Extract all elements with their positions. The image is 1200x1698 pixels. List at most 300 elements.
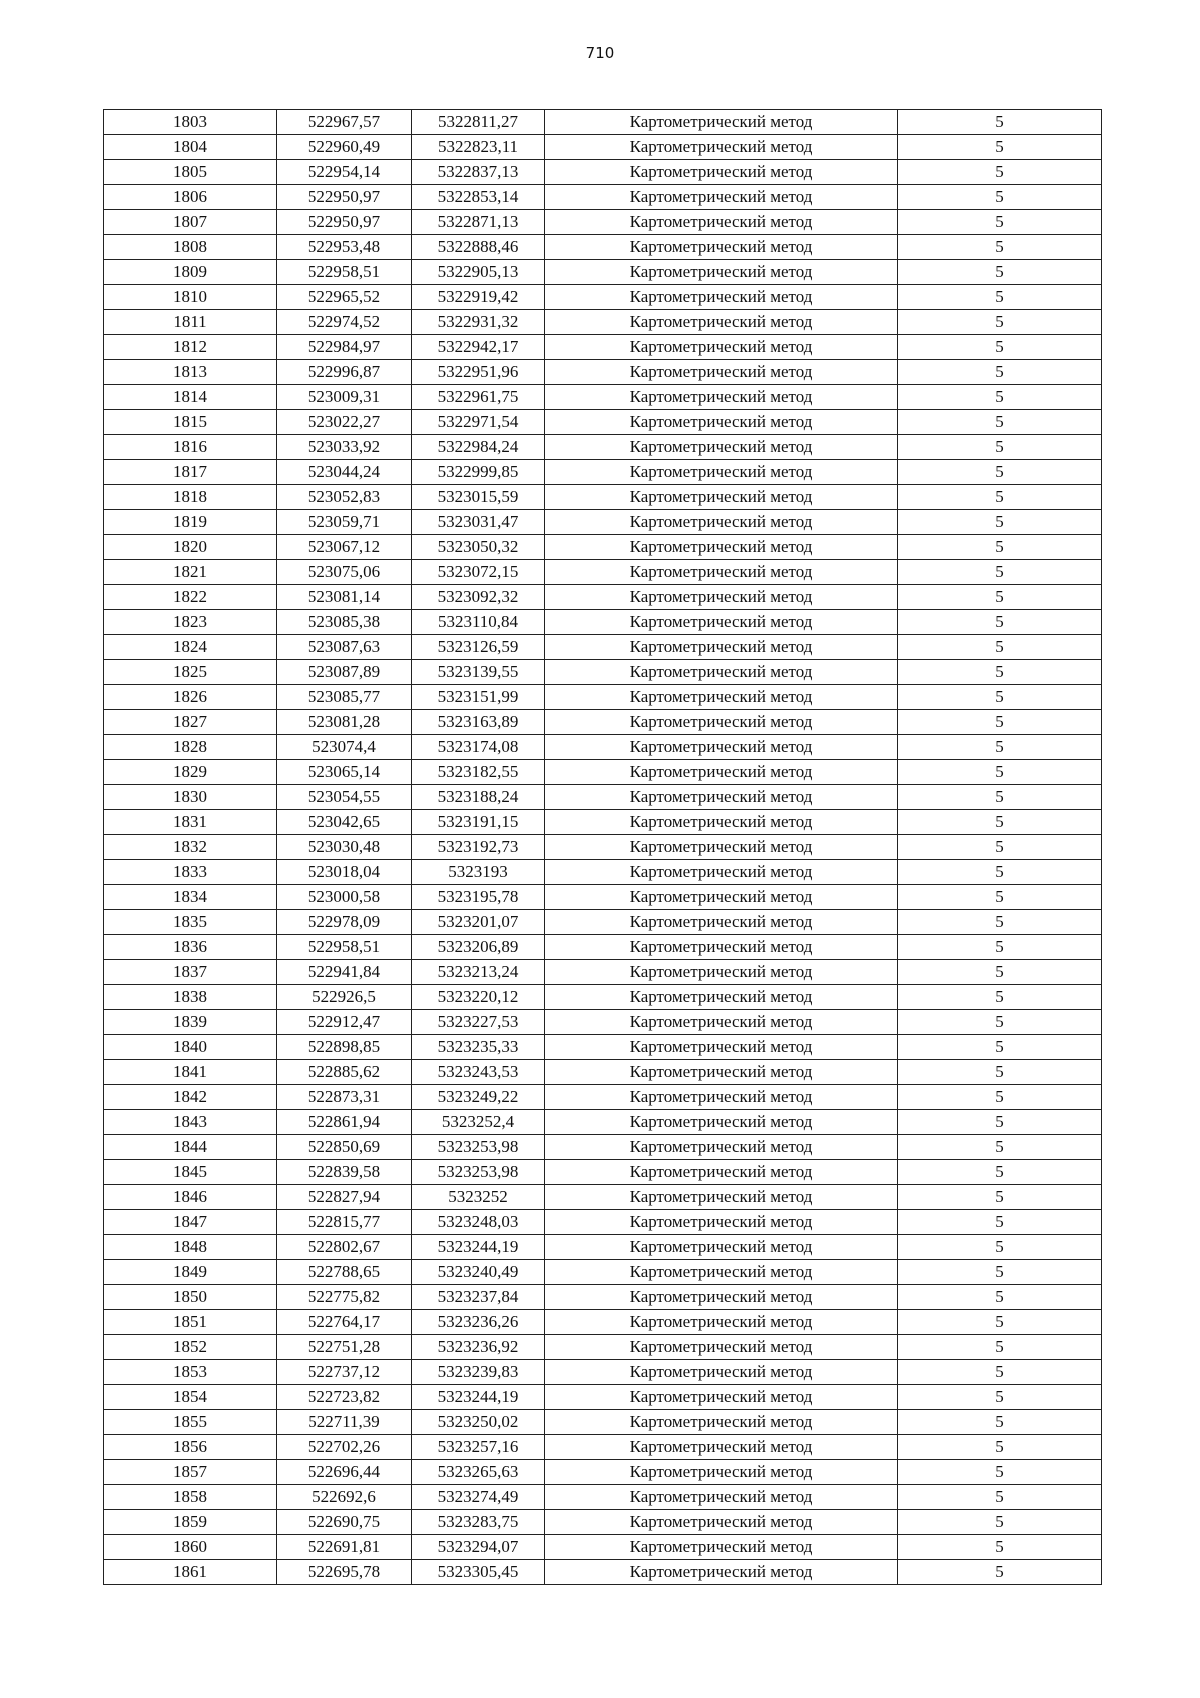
y-coordinate-cell: 5323220,12 [412, 985, 545, 1010]
method-cell: Картометрический метод [545, 610, 898, 635]
x-coordinate-cell: 522702,26 [277, 1435, 412, 1460]
accuracy-cell: 5 [898, 685, 1102, 710]
y-coordinate-cell: 5323193 [412, 860, 545, 885]
accuracy-cell: 5 [898, 260, 1102, 285]
x-coordinate-cell: 522958,51 [277, 935, 412, 960]
x-coordinate-cell: 522695,78 [277, 1560, 412, 1585]
y-coordinate-cell: 5323236,26 [412, 1310, 545, 1335]
x-coordinate-cell: 523075,06 [277, 560, 412, 585]
y-coordinate-cell: 5323031,47 [412, 510, 545, 535]
accuracy-cell: 5 [898, 235, 1102, 260]
method-cell: Картометрический метод [545, 135, 898, 160]
method-cell: Картометрический метод [545, 410, 898, 435]
table-row [104, 1360, 1102, 1385]
method-cell: Картометрический метод [545, 660, 898, 685]
accuracy-cell: 5 [898, 135, 1102, 160]
y-coordinate-cell: 5323265,63 [412, 1460, 545, 1485]
y-coordinate-cell: 5323206,89 [412, 935, 545, 960]
method-cell: Картометрический метод [545, 685, 898, 710]
accuracy-cell: 5 [898, 960, 1102, 985]
method-cell: Картометрический метод [545, 860, 898, 885]
point-number-cell: 1813 [104, 360, 277, 385]
table-row [104, 1310, 1102, 1335]
accuracy-cell: 5 [898, 285, 1102, 310]
table-row [104, 1160, 1102, 1185]
method-cell: Картометрический метод [545, 735, 898, 760]
method-cell: Картометрический метод [545, 1385, 898, 1410]
accuracy-cell: 5 [898, 910, 1102, 935]
accuracy-cell: 5 [898, 1560, 1102, 1585]
x-coordinate-cell: 523081,14 [277, 585, 412, 610]
accuracy-cell: 5 [898, 110, 1102, 135]
y-coordinate-cell: 5323050,32 [412, 535, 545, 560]
point-number-cell: 1854 [104, 1385, 277, 1410]
accuracy-cell: 5 [898, 510, 1102, 535]
x-coordinate-cell: 523042,65 [277, 810, 412, 835]
method-cell: Картометрический метод [545, 810, 898, 835]
x-coordinate-cell: 522912,47 [277, 1010, 412, 1035]
table-row [104, 1385, 1102, 1410]
x-coordinate-cell: 523033,92 [277, 435, 412, 460]
accuracy-cell: 5 [898, 985, 1102, 1010]
x-coordinate-cell: 522950,97 [277, 210, 412, 235]
accuracy-cell: 5 [898, 185, 1102, 210]
y-coordinate-cell: 5322951,96 [412, 360, 545, 385]
accuracy-cell: 5 [898, 1210, 1102, 1235]
method-cell: Картометрический метод [545, 310, 898, 335]
y-coordinate-cell: 5323201,07 [412, 910, 545, 935]
x-coordinate-cell: 522723,82 [277, 1385, 412, 1410]
accuracy-cell: 5 [898, 1110, 1102, 1135]
x-coordinate-cell: 522965,52 [277, 285, 412, 310]
accuracy-cell: 5 [898, 610, 1102, 635]
point-number-cell: 1857 [104, 1460, 277, 1485]
method-cell: Картометрический метод [545, 760, 898, 785]
accuracy-cell: 5 [898, 535, 1102, 560]
point-number-cell: 1849 [104, 1260, 277, 1285]
x-coordinate-cell: 523000,58 [277, 885, 412, 910]
y-coordinate-cell: 5323227,53 [412, 1010, 545, 1035]
table-row [104, 285, 1102, 310]
point-number-cell: 1858 [104, 1485, 277, 1510]
y-coordinate-cell: 5323239,83 [412, 1360, 545, 1385]
y-coordinate-cell: 5323250,02 [412, 1410, 545, 1435]
point-number-cell: 1824 [104, 635, 277, 660]
table-row [104, 1185, 1102, 1210]
x-coordinate-cell: 522802,67 [277, 1235, 412, 1260]
table-row [104, 1035, 1102, 1060]
point-number-cell: 1810 [104, 285, 277, 310]
table-row [104, 660, 1102, 685]
table-row [104, 435, 1102, 460]
x-coordinate-cell: 522711,39 [277, 1410, 412, 1435]
table-row [104, 1485, 1102, 1510]
method-cell: Картометрический метод [545, 110, 898, 135]
point-number-cell: 1807 [104, 210, 277, 235]
point-number-cell: 1804 [104, 135, 277, 160]
method-cell: Картометрический метод [545, 1485, 898, 1510]
point-number-cell: 1815 [104, 410, 277, 435]
point-number-cell: 1825 [104, 660, 277, 685]
x-coordinate-cell: 522696,44 [277, 1460, 412, 1485]
accuracy-cell: 5 [898, 335, 1102, 360]
accuracy-cell: 5 [898, 485, 1102, 510]
x-coordinate-cell: 523044,24 [277, 460, 412, 485]
method-cell: Картометрический метод [545, 1060, 898, 1085]
y-coordinate-cell: 5323092,32 [412, 585, 545, 610]
table-row [104, 585, 1102, 610]
table-row [104, 235, 1102, 260]
accuracy-cell: 5 [898, 360, 1102, 385]
accuracy-cell: 5 [898, 1060, 1102, 1085]
table-row [104, 360, 1102, 385]
table-row [104, 385, 1102, 410]
method-cell: Картометрический метод [545, 1235, 898, 1260]
y-coordinate-cell: 5323249,22 [412, 1085, 545, 1110]
accuracy-cell: 5 [898, 1385, 1102, 1410]
method-cell: Картометрический метод [545, 385, 898, 410]
method-cell: Картометрический метод [545, 1535, 898, 1560]
point-number-cell: 1851 [104, 1310, 277, 1335]
x-coordinate-cell: 523059,71 [277, 510, 412, 535]
table-row [104, 185, 1102, 210]
x-coordinate-cell: 522839,58 [277, 1160, 412, 1185]
y-coordinate-cell: 5323195,78 [412, 885, 545, 910]
method-cell: Картометрический метод [545, 160, 898, 185]
x-coordinate-cell: 522827,94 [277, 1185, 412, 1210]
point-number-cell: 1852 [104, 1335, 277, 1360]
point-number-cell: 1859 [104, 1510, 277, 1535]
accuracy-cell: 5 [898, 810, 1102, 835]
table-row [104, 1510, 1102, 1535]
x-coordinate-cell: 522873,31 [277, 1085, 412, 1110]
x-coordinate-cell: 522926,5 [277, 985, 412, 1010]
point-number-cell: 1832 [104, 835, 277, 860]
accuracy-cell: 5 [898, 560, 1102, 585]
accuracy-cell: 5 [898, 1160, 1102, 1185]
point-number-cell: 1834 [104, 885, 277, 910]
point-number-cell: 1817 [104, 460, 277, 485]
x-coordinate-cell: 522984,97 [277, 335, 412, 360]
table-row [104, 1135, 1102, 1160]
accuracy-cell: 5 [898, 1135, 1102, 1160]
point-number-cell: 1850 [104, 1285, 277, 1310]
accuracy-cell: 5 [898, 1435, 1102, 1460]
table-row [104, 160, 1102, 185]
y-coordinate-cell: 5323072,15 [412, 560, 545, 585]
point-number-cell: 1856 [104, 1435, 277, 1460]
method-cell: Картометрический метод [545, 1210, 898, 1235]
point-number-cell: 1821 [104, 560, 277, 585]
accuracy-cell: 5 [898, 1310, 1102, 1335]
accuracy-cell: 5 [898, 160, 1102, 185]
y-coordinate-cell: 5323110,84 [412, 610, 545, 635]
coordinates-table-body [104, 110, 1102, 1585]
y-coordinate-cell: 5323274,49 [412, 1485, 545, 1510]
accuracy-cell: 5 [898, 1510, 1102, 1535]
method-cell: Картометрический метод [545, 560, 898, 585]
y-coordinate-cell: 5322837,13 [412, 160, 545, 185]
method-cell: Картометрический метод [545, 985, 898, 1010]
point-number-cell: 1806 [104, 185, 277, 210]
x-coordinate-cell: 522690,75 [277, 1510, 412, 1535]
point-number-cell: 1843 [104, 1110, 277, 1135]
y-coordinate-cell: 5323240,49 [412, 1260, 545, 1285]
x-coordinate-cell: 523030,48 [277, 835, 412, 860]
method-cell: Картометрический метод [545, 1310, 898, 1335]
point-number-cell: 1836 [104, 935, 277, 960]
y-coordinate-cell: 5322871,13 [412, 210, 545, 235]
x-coordinate-cell: 522815,77 [277, 1210, 412, 1235]
x-coordinate-cell: 522978,09 [277, 910, 412, 935]
table-row [104, 710, 1102, 735]
method-cell: Картометрический метод [545, 1010, 898, 1035]
x-coordinate-cell: 523054,55 [277, 785, 412, 810]
table-row [104, 785, 1102, 810]
point-number-cell: 1860 [104, 1535, 277, 1560]
page-number: 710 [585, 44, 615, 62]
x-coordinate-cell: 523087,89 [277, 660, 412, 685]
table-row [104, 685, 1102, 710]
y-coordinate-cell: 5323243,53 [412, 1060, 545, 1085]
x-coordinate-cell: 523018,04 [277, 860, 412, 885]
point-number-cell: 1808 [104, 235, 277, 260]
point-number-cell: 1840 [104, 1035, 277, 1060]
point-number-cell: 1819 [104, 510, 277, 535]
method-cell: Картометрический метод [545, 360, 898, 385]
y-coordinate-cell: 5323237,84 [412, 1285, 545, 1310]
x-coordinate-cell: 522941,84 [277, 960, 412, 985]
x-coordinate-cell: 522692,6 [277, 1485, 412, 1510]
x-coordinate-cell: 523065,14 [277, 760, 412, 785]
point-number-cell: 1833 [104, 860, 277, 885]
table-row [104, 560, 1102, 585]
y-coordinate-cell: 5323248,03 [412, 1210, 545, 1235]
method-cell: Картометрический метод [545, 535, 898, 560]
accuracy-cell: 5 [898, 1235, 1102, 1260]
y-coordinate-cell: 5322961,75 [412, 385, 545, 410]
y-coordinate-cell: 5323191,15 [412, 810, 545, 835]
point-number-cell: 1861 [104, 1560, 277, 1585]
method-cell: Картометрический метод [545, 585, 898, 610]
accuracy-cell: 5 [898, 1335, 1102, 1360]
table-row [104, 1235, 1102, 1260]
table-row [104, 1085, 1102, 1110]
method-cell: Картометрический метод [545, 1085, 898, 1110]
method-cell: Картометрический метод [545, 510, 898, 535]
table-row [104, 835, 1102, 860]
point-number-cell: 1844 [104, 1135, 277, 1160]
point-number-cell: 1853 [104, 1360, 277, 1385]
x-coordinate-cell: 523074,4 [277, 735, 412, 760]
method-cell: Картометрический метод [545, 435, 898, 460]
method-cell: Картометрический метод [545, 260, 898, 285]
accuracy-cell: 5 [898, 710, 1102, 735]
accuracy-cell: 5 [898, 835, 1102, 860]
point-number-cell: 1845 [104, 1160, 277, 1185]
method-cell: Картометрический метод [545, 460, 898, 485]
table-row [104, 1010, 1102, 1035]
x-coordinate-cell: 522954,14 [277, 160, 412, 185]
method-cell: Картометрический метод [545, 1110, 898, 1135]
y-coordinate-cell: 5323188,24 [412, 785, 545, 810]
method-cell: Картометрический метод [545, 935, 898, 960]
x-coordinate-cell: 522850,69 [277, 1135, 412, 1160]
accuracy-cell: 5 [898, 660, 1102, 685]
point-number-cell: 1822 [104, 585, 277, 610]
y-coordinate-cell: 5322942,17 [412, 335, 545, 360]
y-coordinate-cell: 5323182,55 [412, 760, 545, 785]
table-row [104, 210, 1102, 235]
method-cell: Картометрический метод [545, 1285, 898, 1310]
accuracy-cell: 5 [898, 935, 1102, 960]
table-row [104, 1110, 1102, 1135]
method-cell: Картометрический метод [545, 785, 898, 810]
accuracy-cell: 5 [898, 310, 1102, 335]
table-row [104, 135, 1102, 160]
method-cell: Картометрический метод [545, 1035, 898, 1060]
point-number-cell: 1848 [104, 1235, 277, 1260]
accuracy-cell: 5 [898, 635, 1102, 660]
table-row [104, 860, 1102, 885]
point-number-cell: 1826 [104, 685, 277, 710]
method-cell: Картометрический метод [545, 1135, 898, 1160]
table-row [104, 335, 1102, 360]
y-coordinate-cell: 5323244,19 [412, 1235, 545, 1260]
table-row [104, 960, 1102, 985]
y-coordinate-cell: 5322971,54 [412, 410, 545, 435]
table-row [104, 635, 1102, 660]
table-row [104, 885, 1102, 910]
point-number-cell: 1837 [104, 960, 277, 985]
accuracy-cell: 5 [898, 1285, 1102, 1310]
method-cell: Картометрический метод [545, 710, 898, 735]
table-row [104, 110, 1102, 135]
x-coordinate-cell: 522960,49 [277, 135, 412, 160]
table-row [104, 485, 1102, 510]
point-number-cell: 1841 [104, 1060, 277, 1085]
table-row [104, 460, 1102, 485]
y-coordinate-cell: 5322853,14 [412, 185, 545, 210]
y-coordinate-cell: 5323236,92 [412, 1335, 545, 1360]
table-row [104, 1335, 1102, 1360]
y-coordinate-cell: 5322905,13 [412, 260, 545, 285]
table-row [104, 760, 1102, 785]
table-row [104, 260, 1102, 285]
point-number-cell: 1816 [104, 435, 277, 460]
y-coordinate-cell: 5323163,89 [412, 710, 545, 735]
accuracy-cell: 5 [898, 460, 1102, 485]
x-coordinate-cell: 522996,87 [277, 360, 412, 385]
y-coordinate-cell: 5322919,42 [412, 285, 545, 310]
accuracy-cell: 5 [898, 210, 1102, 235]
y-coordinate-cell: 5322888,46 [412, 235, 545, 260]
point-number-cell: 1814 [104, 385, 277, 410]
y-coordinate-cell: 5323235,33 [412, 1035, 545, 1060]
x-coordinate-cell: 522950,97 [277, 185, 412, 210]
x-coordinate-cell: 522953,48 [277, 235, 412, 260]
y-coordinate-cell: 5323252 [412, 1185, 545, 1210]
y-coordinate-cell: 5323126,59 [412, 635, 545, 660]
point-number-cell: 1827 [104, 710, 277, 735]
y-coordinate-cell: 5323213,24 [412, 960, 545, 985]
x-coordinate-cell: 523009,31 [277, 385, 412, 410]
y-coordinate-cell: 5322984,24 [412, 435, 545, 460]
method-cell: Картометрический метод [545, 1160, 898, 1185]
method-cell: Картометрический метод [545, 1510, 898, 1535]
accuracy-cell: 5 [898, 1460, 1102, 1485]
accuracy-cell: 5 [898, 1360, 1102, 1385]
point-number-cell: 1812 [104, 335, 277, 360]
point-number-cell: 1846 [104, 1185, 277, 1210]
table-row [104, 1060, 1102, 1085]
method-cell: Картометрический метод [545, 485, 898, 510]
x-coordinate-cell: 522691,81 [277, 1535, 412, 1560]
accuracy-cell: 5 [898, 735, 1102, 760]
table-row [104, 410, 1102, 435]
method-cell: Картометрический метод [545, 1460, 898, 1485]
y-coordinate-cell: 5323244,19 [412, 1385, 545, 1410]
point-number-cell: 1809 [104, 260, 277, 285]
x-coordinate-cell: 523022,27 [277, 410, 412, 435]
table-row [104, 310, 1102, 335]
x-coordinate-cell: 522775,82 [277, 1285, 412, 1310]
accuracy-cell: 5 [898, 1085, 1102, 1110]
x-coordinate-cell: 522974,52 [277, 310, 412, 335]
accuracy-cell: 5 [898, 435, 1102, 460]
accuracy-cell: 5 [898, 1035, 1102, 1060]
x-coordinate-cell: 523052,83 [277, 485, 412, 510]
table-row [104, 935, 1102, 960]
y-coordinate-cell: 5323174,08 [412, 735, 545, 760]
point-number-cell: 1835 [104, 910, 277, 935]
point-number-cell: 1823 [104, 610, 277, 635]
method-cell: Картометрический метод [545, 635, 898, 660]
point-number-cell: 1839 [104, 1010, 277, 1035]
accuracy-cell: 5 [898, 1010, 1102, 1035]
point-number-cell: 1803 [104, 110, 277, 135]
x-coordinate-cell: 523081,28 [277, 710, 412, 735]
table-row [104, 1210, 1102, 1235]
accuracy-cell: 5 [898, 385, 1102, 410]
accuracy-cell: 5 [898, 1260, 1102, 1285]
table-row [104, 1410, 1102, 1435]
y-coordinate-cell: 5323305,45 [412, 1560, 545, 1585]
table-row [104, 810, 1102, 835]
accuracy-cell: 5 [898, 585, 1102, 610]
accuracy-cell: 5 [898, 860, 1102, 885]
y-coordinate-cell: 5322999,85 [412, 460, 545, 485]
x-coordinate-cell: 523085,77 [277, 685, 412, 710]
accuracy-cell: 5 [898, 885, 1102, 910]
accuracy-cell: 5 [898, 1410, 1102, 1435]
x-coordinate-cell: 522751,28 [277, 1335, 412, 1360]
table-row [104, 510, 1102, 535]
table-row [104, 1460, 1102, 1485]
table-row [104, 910, 1102, 935]
x-coordinate-cell: 522967,57 [277, 110, 412, 135]
y-coordinate-cell: 5322811,27 [412, 110, 545, 135]
method-cell: Картометрический метод [545, 285, 898, 310]
y-coordinate-cell: 5323294,07 [412, 1535, 545, 1560]
method-cell: Картометрический метод [545, 1360, 898, 1385]
y-coordinate-cell: 5323151,99 [412, 685, 545, 710]
table-row [104, 1535, 1102, 1560]
x-coordinate-cell: 522885,62 [277, 1060, 412, 1085]
table-row [104, 1560, 1102, 1585]
method-cell: Картометрический метод [545, 1410, 898, 1435]
point-number-cell: 1855 [104, 1410, 277, 1435]
